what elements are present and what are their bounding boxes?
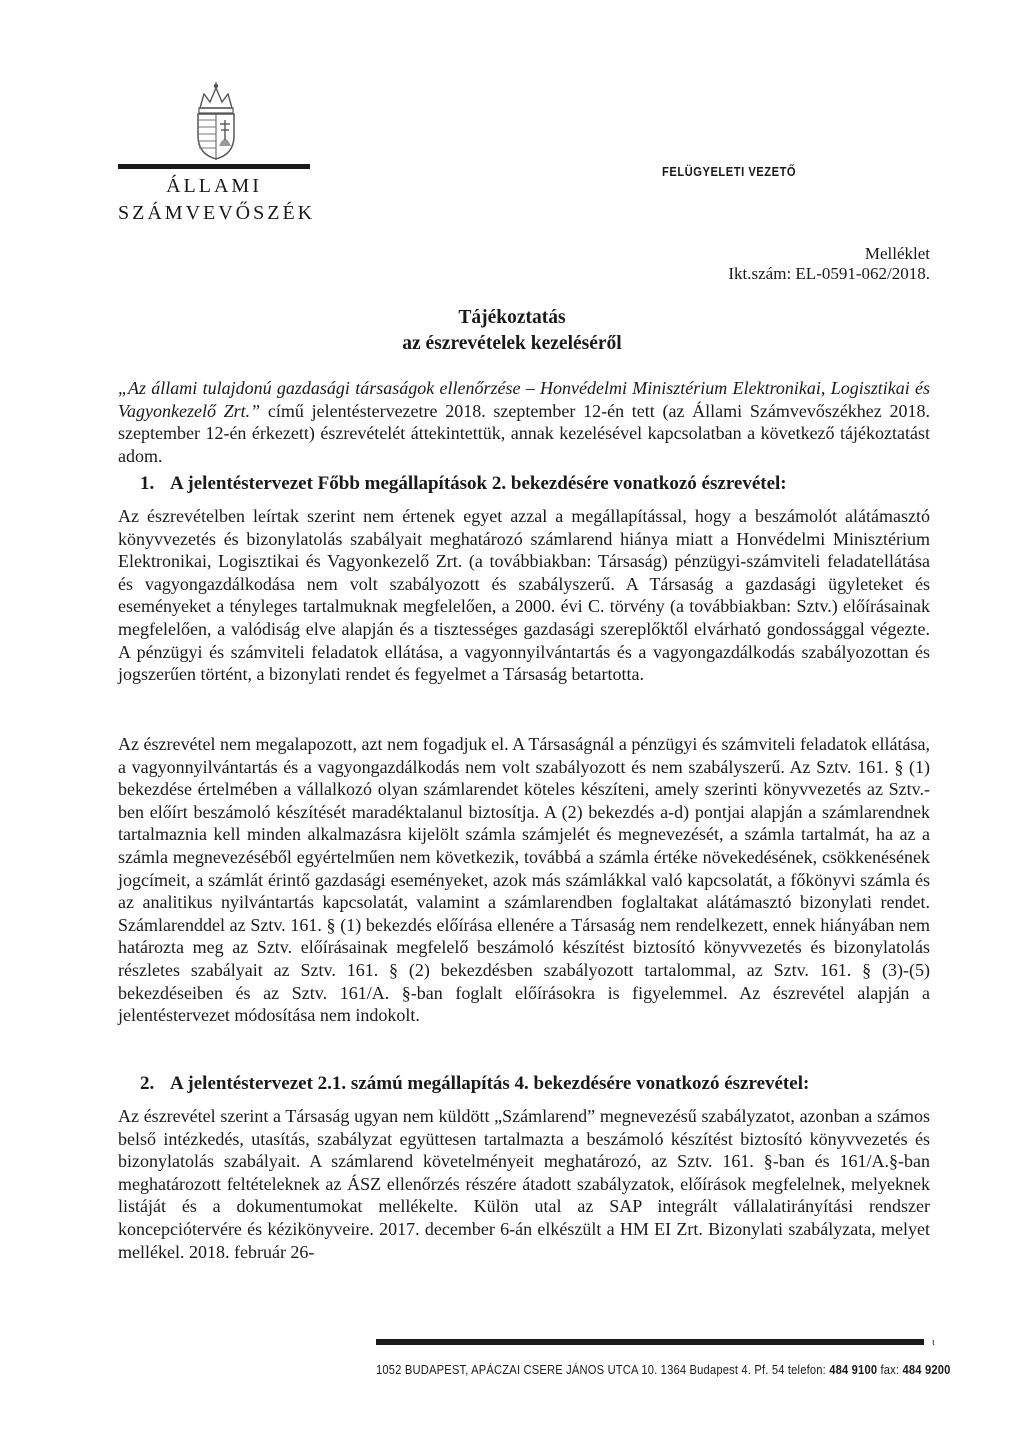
intro-text: című jelentéstervezetre 2018. szeptember 12-én tett (az Állami Számvevőszékhez 2018. szeptember 12-én érkezett) észrevételét áttekintettük, annak kezelésével kapcsolatban a következő tájékoztatást adom.	[118, 400, 930, 466]
coat-of-arms-icon	[190, 82, 242, 160]
section-2-title: A jelentéstervezet 2.1. számú megállapítás 4. bekezdésére vonatkozó észrevétel:	[170, 1073, 810, 1094]
footer-phone: 484 9100	[829, 1362, 878, 1377]
footer-fax: 484 9200	[902, 1362, 951, 1377]
footer-address-text: 1052 BUDAPEST, APÁCZAI CSERE JÁNOS UTCA 10. 1364 Budapest 4. Pf. 54 telefon:	[376, 1362, 826, 1377]
department-label: FELÜGYELETI VEZETŐ	[662, 164, 797, 179]
footer-mark: ι	[932, 1337, 935, 1348]
intro-paragraph	[118, 377, 930, 467]
document-title: Tájékoztatás	[458, 307, 566, 328]
section-2-number: 2.	[140, 1073, 155, 1094]
section-2-heading	[118, 1073, 930, 1095]
footer-rule	[376, 1339, 924, 1345]
section-1-text-2: Az észrevétel nem megalapozott, azt nem fogadjuk el. A Társaságnál a pénzügyi és számviteli feladatok ellátása, a vagyonnyilvántartás és a vagyongazdálkodás nem volt szabályozott és nem szabályszerű. Az Sztv. 161. § (1) bekezdése értelmében a vállalkozó olyan számlarendet köteles készíteni, amely szerinti könyvvezetés az Sztv.-ben előírt beszámoló készítését maradéktalanul biztosítja. A (2) bekezdés a-d) pontjai alapján a számlarendnek tartalmaznia kell minden alkalmazásra kijelölt számla számjelét és megnevezését, a számla tartalmát, ha az a számla megnevezéséből egyértelműen nem következik, továbbá a számla értéke növekedésének, csökkenésének jogcímeit, a számlát érintő gazdasági eseményeket, azok más számlákkal való kapcsolatát, a főkönyvi számla és az analitikus nyilvántartás kapcsolatát, valamint a számlarendben foglaltakat alátámasztó bizonylati rendet. Számlarenddel az Sztv. 161. § (1) bekezdés előírása ellenére a Társaság nem rendelkezett, ennek hiányában nem határozta meg az Sztv. előírásainak megfelelő beszámoló készítést biztosító könyvvezetés és bizonylatolás részletes szabályait az Sztv. 161. § (2) bekezdésben szabályozott tartalommal, az Sztv. 161. § (3)-(5) bekezdéseiben és az Sztv. 161/A. §-ban foglalt előírásokra is figyelemmel. Az észrevétel alapján a jelentéstervezet módosítása nem indokolt.	[118, 734, 930, 1026]
annex-label: Melléklet	[864, 244, 930, 263]
footer-address	[376, 1362, 951, 1377]
document-subtitle: az észrevételek kezeléséről	[402, 333, 622, 354]
section-1-text-1: Az észrevételben leírtak szerint nem értenek egyet azzal a megállapítással, hogy a beszámolót alátámasztó könyvvezetés és bizonylatolás szabályait meghatározó számlarend hiánya miatt a Honvédelmi Minisztérium Elektronikai, Logisztikai és Vagyonkezelő Zrt. (a továbbiakban: Társaság) pénzügyi-számviteli feladatellátása és vagyongazdálkodása nem volt szabályozott és szabályszerű. A Társaság a gazdasági ügyleteket és eseményeket a tényleges tartalmuknak megfelelően, a 2000. évi C. törvény (a továbbiakban: Sztv.) előírásainak megfelelően, a valódiság elve alapján és a tisztességes gazdasági szereplőktől elvárható gondossággal végezte. A pénzügyi és számviteli feladatok ellátása, a vagyonnyilvántartás és a vagyongazdálkodás szabályozottan és jogszerűen történt, a bizonylati rendet és fegyelmet a Társaság betartotta.	[118, 506, 930, 685]
section-1-paragraph-1	[118, 505, 930, 686]
section-1-heading	[118, 473, 930, 495]
org-name-line1: ÁLLAMI	[166, 175, 262, 197]
section-1-title: A jelentéstervezet Főbb megállapítások 2. bekezdésére vonatkozó észrevétel:	[170, 473, 787, 494]
footer-fax-label: fax:	[880, 1362, 900, 1377]
section-2-text-1: Az észrevétel szerint a Társaság ugyan nem küldött „Számlarend” megnevezésű szabályzatot, azonban a számos belső intézkedés, utasítás, szabályzat együttesen tartalmazta a beszámoló készítést biztosító könyvvezetés és bizonylatolás szabályait. A számlarend követelményeit meghatározó, az Sztv. 161. §-ban és 161/A.§-ban meghatározott feltételeknek az ÁSZ ellenőrzés részére átadott szabályzatok, előírások megfelelnek, melyeknek listáját és a dokumentumokat mellékelte. Külön utal az SAP integrált vállalatirányítási rendszer koncepciótervére és kézikönyveire. 2017. december 6-án elkészült a HM EI Zrt. Bizonylati szabályzata, melyet mellékel. 2018. február 26-	[118, 1106, 930, 1262]
letterhead-rule	[118, 164, 310, 169]
section-1-paragraph-2	[118, 733, 930, 1027]
reference-number: Ikt.szám: EL-0591-062/2018.	[728, 264, 930, 283]
section-2-paragraph-1	[118, 1105, 930, 1263]
org-name-line2: SZÁMVEVŐSZÉK	[118, 202, 316, 224]
section-1-number: 1.	[140, 473, 155, 494]
report-title: „Az állami tulajdonú gazdasági társaságok ellenőrzése – Honvédelmi Minisztérium Elektronikai, Logisztikai és Vagyonkezelő Zrt.”	[118, 378, 930, 421]
